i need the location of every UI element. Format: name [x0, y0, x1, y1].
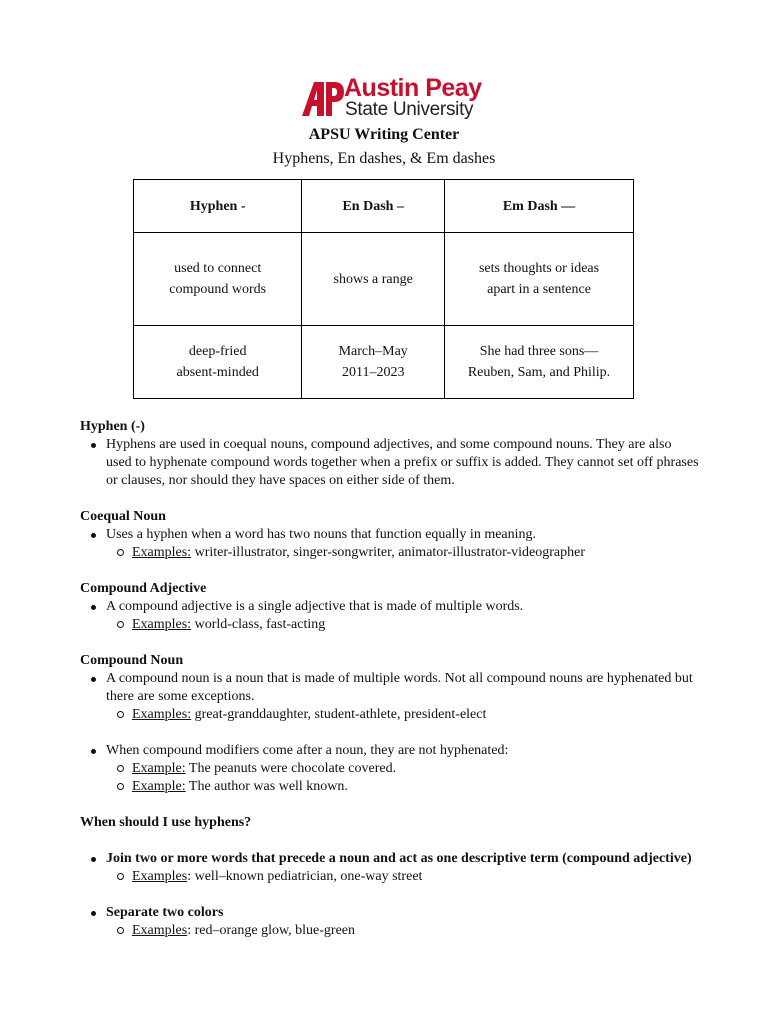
- dash-comparison-table: [133, 179, 634, 399]
- example-label: Example:: [132, 779, 186, 794]
- document-body: [80, 418, 700, 940]
- sub-list-item: [132, 544, 700, 562]
- list-item-text: A compound adjective is a single adjective that is made of multiple words.: [106, 599, 524, 614]
- list-item-text: Uses a hyphen when a word has two nouns that function equally in meaning.: [106, 527, 537, 542]
- table-header-em-dash: Em Dash —: [445, 180, 634, 233]
- compound-adjective-list: [80, 598, 700, 634]
- en-dash-usage: shows a range: [333, 271, 413, 287]
- examples-text: world-class, fast-acting: [191, 617, 326, 632]
- when-list-2: [80, 904, 700, 940]
- example-text: The peanuts were chocolate covered.: [185, 761, 397, 776]
- list-item-text: Separate two colors: [106, 905, 224, 920]
- examples-label: Examples: [132, 869, 188, 884]
- sub-list-item: [132, 616, 700, 634]
- examples-text: : red–orange glow, blue-green: [187, 923, 356, 938]
- sub-list: [106, 616, 700, 634]
- section-heading-compound-adjective: Compound Adjective: [80, 581, 207, 596]
- apsu-logo: [300, 74, 482, 122]
- hyphen-example: absent-minded: [176, 365, 259, 380]
- em-dash-example: She had three sons—: [479, 344, 599, 359]
- en-dash-example: 2011–2023: [341, 365, 405, 380]
- examples-label: Examples:: [132, 617, 192, 632]
- compound-noun-list: [80, 670, 700, 724]
- hyphen-usage: used to connect compound words: [169, 261, 267, 297]
- section-heading-hyphen: Hyphen (-): [80, 419, 145, 434]
- sub-list-item: [132, 760, 700, 778]
- list-item: [106, 850, 700, 886]
- en-dash-example: March–May: [338, 344, 408, 359]
- sub-list: [106, 868, 700, 886]
- sub-list: [106, 706, 700, 724]
- examples-text: great-granddaughter, student-athlete, president-elect: [191, 707, 487, 722]
- ap-logo-mark-icon: [300, 78, 344, 118]
- section-heading-when: When should I use hyphens?: [80, 815, 252, 830]
- list-item: [106, 742, 700, 796]
- section-heading-compound-noun: Compound Noun: [80, 653, 184, 668]
- section-heading-coequal-noun: Coequal Noun: [80, 509, 166, 524]
- table-cell: [134, 326, 302, 399]
- sub-list-item: [132, 868, 700, 886]
- sub-list-item: [132, 922, 700, 940]
- examples-text: : well–known pediatrician, one-way street: [187, 869, 423, 884]
- list-item: [106, 670, 700, 724]
- examples-label: Examples: [132, 923, 188, 938]
- list-item: Hyphens are used in coequal nouns, compound adjectives, and some compound nouns. They are also used to hyphenate compound words together when a prefix or suffix is added. They cannot set off phrases or clauses, nor should they have spaces on either side of them.: [106, 437, 699, 488]
- table-header-row: [134, 180, 634, 233]
- sub-list: [106, 922, 700, 940]
- example-text: The author was well known.: [185, 779, 348, 794]
- list-item-text: A compound noun is a noun that is made of multiple words. Not all compound nouns are hyphenated but there are some exceptions.: [106, 671, 693, 704]
- table-cell: [134, 233, 302, 326]
- hyphen-example: deep-fried: [188, 344, 247, 359]
- table-header-hyphen: Hyphen -: [134, 180, 302, 233]
- examples-label: Examples:: [132, 545, 192, 560]
- table-row-examples: [134, 326, 634, 399]
- list-item: [106, 526, 700, 562]
- table-cell: [302, 233, 445, 326]
- table-header-en-dash: En Dash –: [302, 180, 445, 233]
- logo-line-1: Austin Peay: [344, 74, 482, 102]
- sub-list: [106, 544, 700, 562]
- list-item-text: When compound modifiers come after a noun, they are not hyphenated:: [106, 743, 509, 758]
- table-cell: [445, 326, 634, 399]
- example-label: Example:: [132, 761, 186, 776]
- sub-list-item: [132, 706, 700, 724]
- compound-modifiers-list: [80, 742, 700, 796]
- page-subtitle: Hyphens, En dashes, & Em dashes: [272, 150, 496, 167]
- list-item: [106, 598, 700, 634]
- list-item: [106, 904, 700, 940]
- list-item-text: Join two or more words that precede a noun and act as one descriptive term (compound adjective): [106, 851, 692, 866]
- coequal-list: [80, 526, 700, 562]
- em-dash-example: Reuben, Sam, and Philip.: [467, 365, 611, 380]
- logo-line-2: State University: [345, 99, 474, 120]
- table-cell: [302, 326, 445, 399]
- when-list: [80, 850, 700, 886]
- sub-list: [106, 760, 700, 796]
- table-cell: [445, 233, 634, 326]
- hyphen-list: [80, 436, 700, 490]
- sub-list-item: [132, 778, 700, 796]
- examples-label: Examples:: [132, 707, 192, 722]
- em-dash-usage: sets thoughts or ideas apart in a sentence: [478, 261, 600, 297]
- page-title: APSU Writing Center: [308, 126, 460, 143]
- table-row-usage: [134, 233, 634, 326]
- examples-text: writer-illustrator, singer-songwriter, animator-illustrator-videographer: [191, 545, 586, 560]
